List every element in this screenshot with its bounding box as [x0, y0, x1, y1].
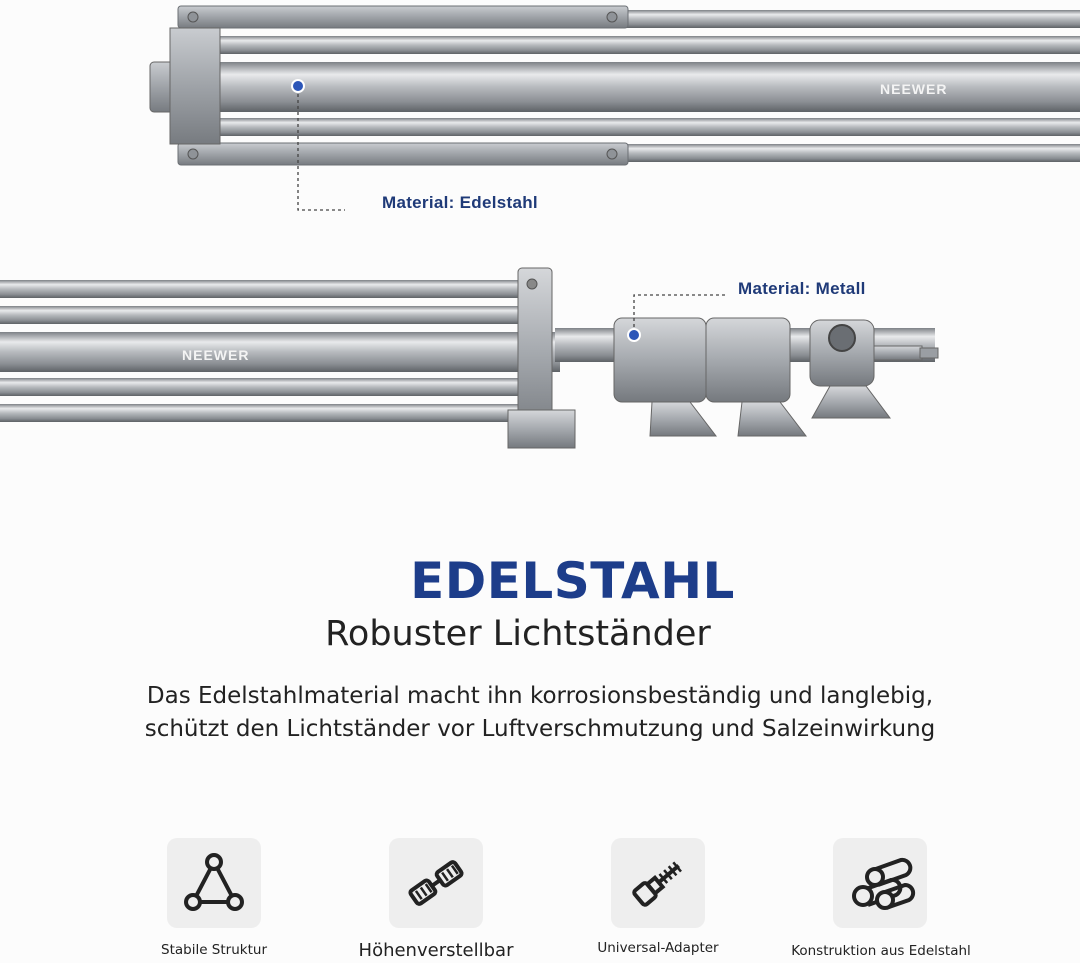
description — [0, 680, 1080, 746]
feature-label-1: Stabile Struktur — [161, 942, 267, 958]
description-line-1: Das Edelstahlmaterial macht ihn korrosionsbeständig und langlebig, — [146, 683, 934, 709]
headline-subtitle: Robuster Lichtständer — [325, 614, 711, 654]
triangle-structure-icon — [179, 848, 249, 918]
description-line-2: schützt den Lichtständer vor Luftverschmutzung und Salzeinwirkung — [144, 716, 936, 742]
headline-title: EDELSTAHL — [410, 552, 735, 610]
brand-logo-top: NEEWER — [880, 81, 948, 97]
callout-material-metal: Material: Metall — [738, 279, 866, 298]
screw-adapter-icon — [623, 848, 693, 918]
feature-universal-adapter — [611, 838, 705, 928]
feature-label-2: Höhenverstellbar — [358, 940, 514, 961]
adjustable-height-icon — [401, 848, 471, 918]
stand-legs-top-image — [0, 0, 1080, 230]
feature-steel-construction — [833, 838, 927, 928]
brand-logo-middle: NEEWER — [182, 347, 250, 363]
stand-column-image — [0, 260, 1080, 460]
feature-label-3: Universal-Adapter — [597, 940, 719, 956]
steel-tubes-icon — [843, 848, 917, 918]
feature-stable-structure — [167, 838, 261, 928]
feature-label-4: Konstruktion aus Edelstahl — [791, 943, 971, 959]
callout-material-steel: Material: Edelstahl — [382, 193, 538, 212]
feature-adjustable-height — [389, 838, 483, 928]
